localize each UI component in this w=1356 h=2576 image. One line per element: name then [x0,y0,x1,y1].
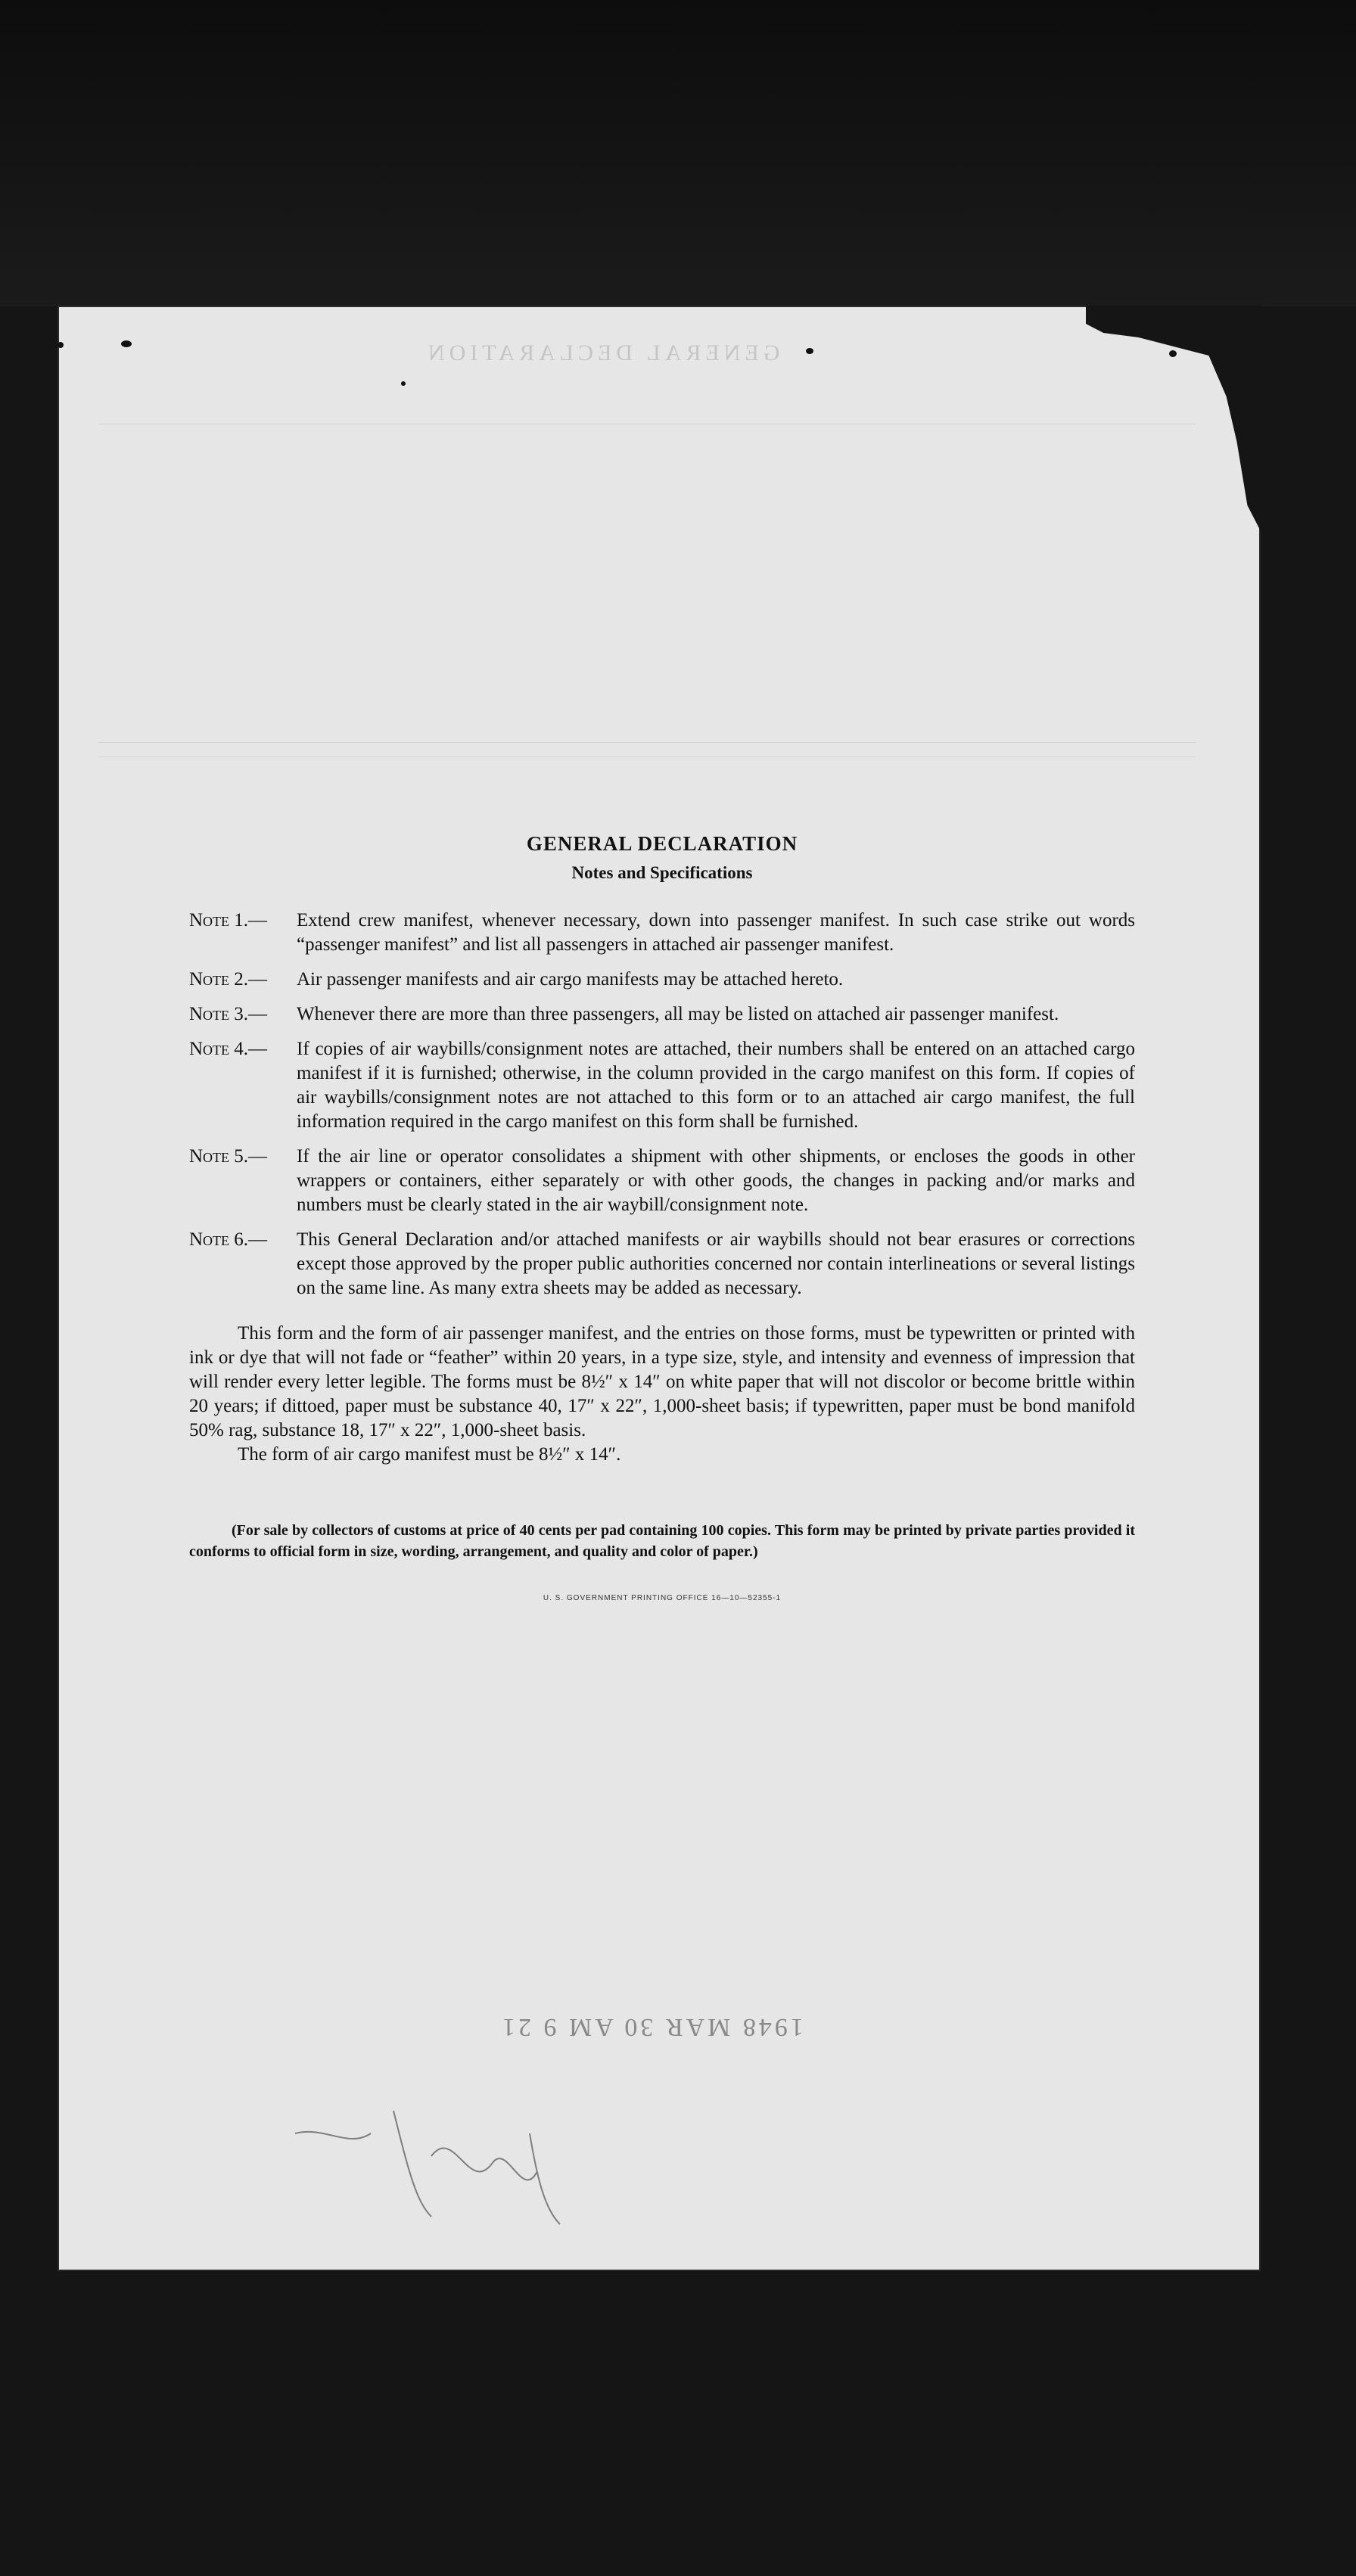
printer-line: U. S. GOVERNMENT PRINTING OFFICE 16—10—52355-1 [543,1594,782,1602]
date-stamp: 1948 MAR 30 AM 9 21 [499,2013,804,2041]
scan-speck [121,340,132,347]
note-item [189,1145,1135,1217]
notes-list [189,909,1135,1300]
note-text: Whenever there are more than three passengers, all may be listed on attached air passenger manifest. [297,1004,1059,1024]
scan-speck [401,381,406,386]
note-text: If the air line or operator consolidates a shipment with other shipments, or encloses the goods in other wrappers or containers, either separately or with other goods, the changes in packing and/or marks and numbers must be clearly stated in the air waybill/consignment note. [297,1146,1135,1215]
note-item [189,1002,1135,1027]
show-through-form-lines [98,424,1196,743]
scan-speck [806,348,813,354]
scan-speck [1169,350,1177,357]
note-label: Note 3.— [189,1004,268,1024]
note-label: Note 2.— [189,969,268,990]
note-label: Note 5.— [189,1146,268,1167]
note-item [189,968,1135,992]
note-item [189,1228,1135,1300]
show-through-form-lines-2 [98,757,1196,818]
note-item [189,1037,1135,1134]
scan-background-top [0,0,1356,306]
cargo-manifest-size: The form of air cargo manifest must be 8½″ x 14″. [238,1444,621,1465]
note-item [189,909,1135,957]
notes-section [189,832,1135,1602]
page-subtitle: Notes and Specifications [571,863,753,882]
note-label: Note 4.— [189,1039,268,1059]
specification-paragraph: This form and the form of air passenger manifest, and the entries on those forms, must be typewritten or printed with ink or dye that will not fade or “feather” within 20 years, in a type size, style, and intensity and evenness of impression that will render every letter legible. The forms must be 8½″ x 14″ on white paper that will not discolor or become brittle within 20 years; if dittoed, paper must be substance 40, 17″ x 22″, 1,000-sheet basis; if typewritten, paper must be bond manifold 50% rag, substance 18, 17″ x 22″, 1,000-sheet basis. [189,1323,1135,1440]
scan-speck [58,342,64,348]
note-label: Note 1.— [189,910,268,931]
note-text: Air passenger manifests and air cargo manifests may be attached hereto. [297,969,844,990]
show-through-heading: GENERAL DECLARATION [424,340,780,365]
note-text: Extend crew manifest, whenever necessary, down into passenger manifest. In such case strike out words “passenger manifest” and list all passengers in attached air passenger manifest. [297,910,1135,955]
note-text: This General Declaration and/or attached manifests or air waybills should not bear erasures or corrections except those approved by the proper public authorities concerned nor contain interlineations or several listings on the same line. As many extra sheets may be added as necessary. [297,1229,1135,1298]
page-title: GENERAL DECLARATION [526,832,798,855]
signature-show-through [280,2080,620,2232]
note-label: Note 6.— [189,1229,268,1250]
sale-note: (For sale by collectors of customs at price of 40 cents per pad containing 100 copies. This form may be printed by private parties provided it conforms to official form in size, wording, arrangement, and quality and color of paper.) [189,1522,1135,1560]
note-text: If copies of air waybills/consignment notes are attached, their numbers shall be entered on an attached cargo manifest if it is furnished; otherwise, in the column provided in the cargo manifest on this form. If copies of air waybills/consignment notes are not attached to this form or to an attached air cargo manifest, the full information required in the cargo manifest on this form shall be furnished. [297,1039,1135,1132]
